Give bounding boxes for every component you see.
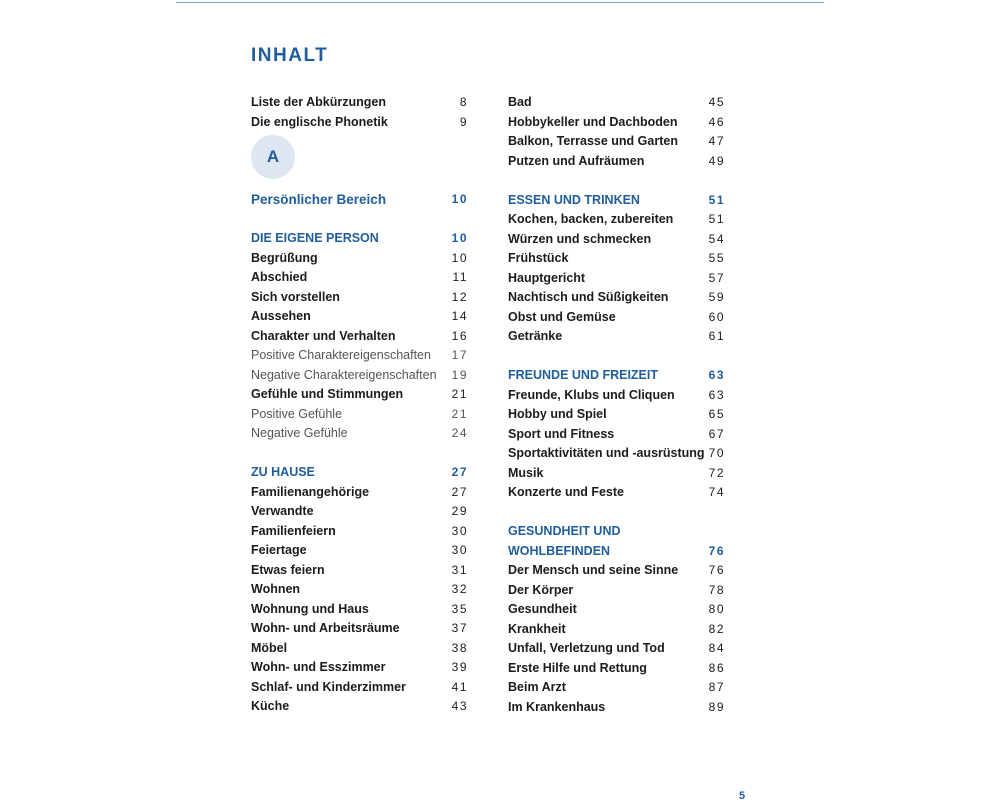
toc-entry[interactable] [508,483,725,503]
toc-entry-page: 9 [459,114,468,129]
toc-entry[interactable] [508,308,725,328]
toc-entry[interactable] [251,249,468,269]
toc-entry[interactable] [251,502,468,522]
toc-entry-label: Verwandte [251,504,314,518]
toc-entry-page: 76 [708,563,725,577]
toc-entry-label: Putzen und Aufräumen [508,153,645,168]
toc-entry-label: Liste der Abkürzungen [251,95,386,109]
toc-entry[interactable] [251,678,468,698]
toc-entry-page: 63 [708,387,725,402]
section-heading-label: GESUNDHEIT UND [508,524,621,538]
toc-entry-page: 78 [708,582,725,597]
toc-entry[interactable] [508,425,725,445]
toc-entry-label: Küche [251,699,290,713]
toc-entry-label: Unfall, Verletzung und Tod [508,641,665,655]
toc-entry[interactable] [508,327,725,347]
toc-entry[interactable] [251,483,468,503]
toc-entry[interactable] [508,698,725,718]
toc-entry-label: Obst und Gemüse [508,309,616,324]
toc-entry[interactable] [251,639,468,659]
toc-entry-page: 14 [451,309,468,323]
toc-entry-page: 21 [451,387,468,401]
toc-entry[interactable] [251,697,468,717]
toc-entry-page: 31 [451,562,468,577]
toc-entry-label: Kochen, backen, zubereiten [508,212,674,226]
toc-entry[interactable] [508,620,725,640]
toc-entry-page: 43 [451,699,468,713]
toc-entry[interactable] [251,307,468,327]
toc-entry-label: Hobby und Spiel [508,407,607,421]
toc-entry-page: 80 [708,602,725,616]
section-list-freunde [508,386,725,503]
section-heading-gesundheit-line1[interactable] [508,522,725,542]
toc-entry-page: 38 [451,640,468,655]
toc-entry-label: Getränke [508,329,563,343]
toc-entry-label: Wohnung und Haus [251,601,369,616]
section-heading-label: FREUNDE UND FREIZEIT [508,368,658,382]
toc-entry-label: Krankheit [508,621,566,636]
toc-entry[interactable] [508,600,725,620]
toc-entry-page: 61 [708,329,725,343]
toc-entry-label: Hobbykeller und Dachboden [508,114,678,129]
toc-entry-page: 57 [708,270,725,285]
toc-entry-label: Im Krankenhaus [508,699,606,714]
toc-entry-label: Gefühle und Stimmungen [251,387,404,401]
toc-entry-label: Aussehen [251,309,311,323]
toc-entry[interactable] [508,288,725,308]
spacer [508,503,725,523]
toc-entry-page: 24 [451,426,468,440]
toc-entry-label: Gesundheit [508,602,577,616]
section-heading-freunde[interactable] [508,366,725,386]
toc-entry[interactable] [251,93,468,113]
toc-entry[interactable] [508,113,725,133]
toc-entry-page: 30 [451,523,468,538]
section-heading-gesundheit[interactable] [508,542,725,562]
toc-entry-label: Sportaktivitäten und -ausrüstung [508,446,705,460]
toc-entry[interactable] [508,132,725,152]
toc-entry-page: 49 [708,153,725,168]
toc-entry-page: 59 [708,290,725,304]
toc-entry-page: 51 [708,212,725,226]
toc-entry-page: 72 [708,465,725,480]
toc-entry-page: 29 [451,504,468,518]
section-heading-page: 76 [708,543,725,558]
toc-entry-label: Nachtisch und Süßigkeiten [508,290,669,304]
section-list-zu-hause [251,483,468,717]
toc-entry-page: 45 [708,95,725,109]
toc-entry-page: 54 [708,231,725,246]
toc-entry-label: Musik [508,465,544,480]
toc-entry-page: 47 [708,134,725,148]
toc-entry[interactable] [508,405,725,425]
toc-entry-page: 87 [708,680,725,694]
toc-entry[interactable] [251,541,468,561]
toc-entry-label: Sport und Fitness [508,426,615,441]
toc-entry[interactable] [508,386,725,406]
toc-entry-page: 74 [708,485,725,499]
toc-entry-page: 19 [451,367,468,382]
section-heading-label: ESSEN UND TRINKEN [508,192,640,207]
toc-entry-page: 39 [451,660,468,674]
toc-entry[interactable] [508,444,725,464]
toc-entry-page: 8 [459,95,468,109]
part-badge-wrap [251,132,468,190]
section-heading-page: 10 [451,231,468,245]
toc-entry-label: Abschied [251,270,308,284]
toc-entry-page: 60 [708,309,725,324]
toc-entry[interactable] [251,619,468,639]
toc-entry[interactable] [251,288,468,308]
toc-left-column [251,93,468,717]
toc-entry-page: 55 [708,251,725,265]
toc-subentry[interactable] [251,346,468,366]
toc-entry[interactable] [508,561,725,581]
toc-entry[interactable] [251,385,468,405]
toc-entry[interactable] [251,522,468,542]
toc-entry-label: Der Körper [508,582,574,597]
section-heading-eigene-person[interactable] [251,229,468,249]
toc-entry[interactable] [508,581,725,601]
toc-entry-label: Freunde, Klubs und Cliquen [508,387,675,402]
toc-entry-label: Wohn- und Arbeitsräume [251,621,400,635]
toc-subentry[interactable] [251,424,468,444]
part-heading-persoenlicher-bereich[interactable] [251,190,468,210]
toc-entry[interactable] [508,152,725,172]
toc-entry[interactable] [251,268,468,288]
toc-entry-page: 32 [451,582,468,596]
spacer [508,347,725,367]
part-heading-label: Persönlicher Bereich [251,192,387,207]
toc-right-column [508,93,725,717]
top-rule [176,2,824,3]
page-title: INHALT [251,45,329,66]
section-heading-label: ZU HAUSE [251,465,315,479]
toc-entry-label: Charakter und Verhalten [251,328,396,343]
toc-entry-label: Negative Charaktereigenschaften [251,367,437,382]
toc-entry-label: Negative Gefühle [251,426,348,440]
toc-entry-label: Feiertage [251,543,307,557]
toc-entry-page: 35 [451,601,468,616]
toc-entry-page: 82 [708,621,725,636]
toc-entry-label: Begrüßung [251,250,318,265]
toc-entry-label: Schlaf- und Kinderzimmer [251,679,406,694]
toc-entry-label: Sich vorstellen [251,289,340,304]
toc-entry-label: Erste Hilfe und Rettung [508,660,647,675]
toc-entry[interactable] [251,600,468,620]
toc-entry-label: Positive Charaktereigenschaften [251,348,431,362]
part-badge: A [251,135,295,179]
part-heading-page: 10 [451,192,468,206]
toc-entry-page: 46 [708,114,725,129]
toc-entry-page: 67 [708,426,725,441]
toc-entry[interactable] [508,269,725,289]
toc-entry[interactable] [508,659,725,679]
spacer [508,171,725,191]
section-list-eigene-person [251,249,468,444]
spacer [251,210,468,230]
section-heading-essen[interactable] [508,191,725,211]
toc-entry-label: Konzerte und Feste [508,485,624,499]
section-heading-page: 27 [451,465,468,479]
toc-entry-label: Positive Gefühle [251,406,343,421]
toc-entry[interactable] [251,580,468,600]
toc-entry-page: 70 [708,446,725,460]
toc-entry[interactable] [508,249,725,269]
toc-subentry[interactable] [251,405,468,425]
toc-entry[interactable] [508,678,725,698]
section-list-zu-hause-continued [508,93,725,171]
toc-entry-label: Hauptgericht [508,270,586,285]
toc-entry-page: 10 [451,250,468,265]
toc-entry[interactable] [508,639,725,659]
toc-entry-label: Beim Arzt [508,680,566,694]
toc-entry[interactable] [508,464,725,484]
toc-entry-label: Würzen und schmecken [508,231,652,246]
toc-entry-label: Möbel [251,640,288,655]
section-list-essen [508,210,725,347]
toc-entry-label: Familienangehörige [251,484,370,499]
toc-entry-page: 21 [451,406,468,421]
section-heading-label: WOHLBEFINDEN [508,543,611,558]
toc-entry-page: 89 [708,699,725,714]
toc-entry[interactable] [251,327,468,347]
section-heading-page: 63 [708,368,725,382]
toc-subentry[interactable] [251,366,468,386]
toc-entry-page: 86 [708,660,725,675]
section-list-gesundheit [508,561,725,717]
section-heading-label: DIE EIGENE PERSON [251,231,379,245]
toc-entry-label: Der Mensch und seine Sinne [508,563,679,577]
toc-entry[interactable] [508,210,725,230]
toc-entry-page: 41 [451,679,468,694]
toc-entry[interactable] [508,93,725,113]
toc-entry-page: 84 [708,641,725,655]
toc-entry-label: Familienfeiern [251,523,336,538]
section-heading-zu-hause[interactable] [251,463,468,483]
toc-entry-page: 11 [452,270,468,284]
toc-entry-label: Etwas feiern [251,562,325,577]
toc-entry[interactable] [508,230,725,250]
toc-entry-label: Wohn- und Esszimmer [251,660,386,674]
toc-entry[interactable] [251,561,468,581]
toc-entry-label: Frühstück [508,251,569,265]
toc-entry-label: Die englische Phonetik [251,114,388,129]
toc-entry-page: 12 [451,289,468,304]
spacer [251,444,468,464]
toc-entry-label: Bad [508,95,532,109]
toc-entry-page: 37 [451,621,468,635]
toc-entry-page: 65 [708,407,725,421]
page-number: 5 [739,790,746,802]
toc-entry-page: 17 [451,348,468,362]
toc-entry-page: 16 [451,328,468,343]
toc-entry-page: 27 [451,484,468,499]
toc-entry[interactable] [251,658,468,678]
toc-entry-label: Balkon, Terrasse und Garten [508,134,678,148]
toc-entry[interactable] [251,113,468,133]
section-heading-page: 51 [708,192,725,207]
toc-entry-label: Wohnen [251,582,301,596]
toc-entry-page: 30 [451,543,468,557]
